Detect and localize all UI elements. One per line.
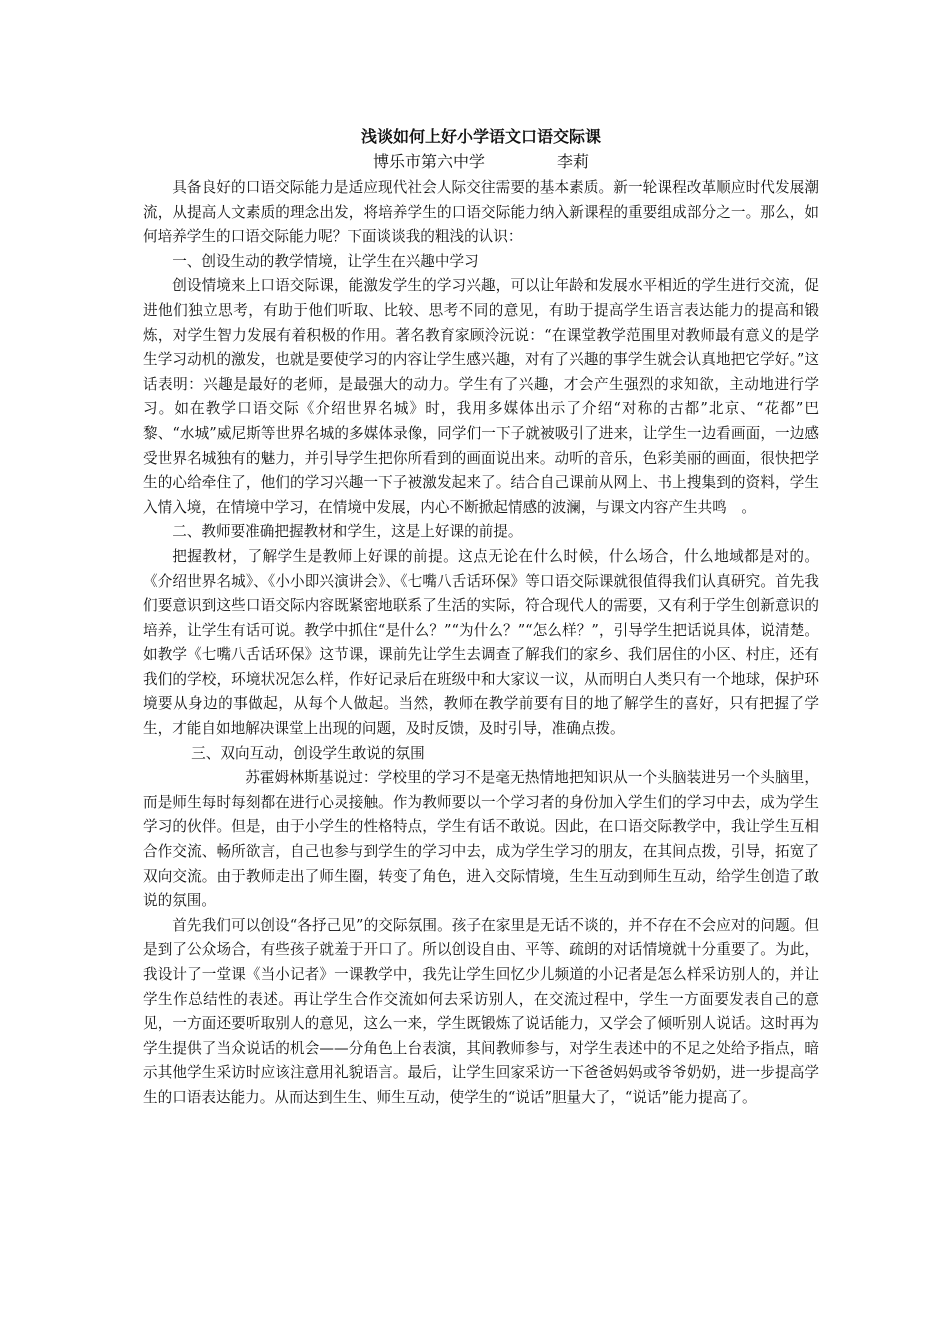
intro-paragraph: 具备良好的口语交际能力是适应现代社会人际交往需要的基本素质。新一轮课程改革顺应时代发展潮流，从提高人文素质的理念出发，将培养学生的口语交际能力纳入新课程的重要组成部分之一。那么，如何培养学生的口语交际能力呢？下面谈谈我的粗浅的认识：	[143, 179, 819, 246]
section-3-paragraph: 苏霍姆林斯基说过：学校里的学习不是毫无热情地把知识从一个头脑装进另一个头脑里，而是师生每时每刻都在进行心灵接触。作为教师要以一个学习者的身份加入学生们的学习中去，成为学生学习的伙伴。但是，由于小学生的性格特点，学生有话不敢说。因此，在口语交际教学中，我让学生互相合作交流、畅所欲言，自己也参与到学生的学习中去，成为学生学习的朋友，在其间点拨，引导，拓宽了双向交流。由于教师走出了师生圈，转变了角色，进入交际情境，生生互动到师生互动，给学生创造了敢说的氛围。	[143, 769, 819, 910]
section-3-paragraph-2: 首先我们可以创设“各抒己见”的交际氛围。孩子在家里是无话不谈的，并不存在不会应对的问题。但是到了公众场合，有些孩子就羞于开口了。所以创设自由、平等、疏朗的对话情境就十分重要了。为此，我设计了一堂课《当小记者》一课教学中，我先让学生回忆少儿频道的小记者是怎么样采访别人的，并让学生作总结性的表述。再让学生合作交流如何去采访别人，在交流过程中，学生一方面要发表自己的意见，一方面还要听取别人的意见，这么一来，学生既锻炼了说话能力，又学会了倾听别人说话。这时再为学生提供了当众说话的机会——分角色上台表演，其间教师参与，对学生表述中的不足之处给予指点，暗示其他学生采访时应该注意用礼貌语言。最后，让学生回家采访一下爸爸妈妈或爷爷奶奶，进一步提高学生的口语表达能力。从而达到生生、师生互动，使学生的“说话”胆量大了，“说话”能力提高了。	[143, 916, 819, 1106]
section-heading-1: 一、创设生动的教学情境，让学生在兴趣中学习	[172, 252, 479, 270]
document-page	[143, 124, 819, 1111]
document-title: 浅谈如何上好小学语文口语交际课	[360, 127, 601, 146]
byline	[143, 150, 819, 174]
section-1-paragraph: 创设情境来上口语交际课，能激发学生的学习兴趣，可以让年龄和发展水平相近的学生进行交流，促进他们独立思考，有助于他们听取、比较、思考不同的意见，有助于提高学生语言表达能力的提高和锻炼，对学生智力发展有着积极的作用。著名教育家顾泠沅说：“在课堂教学范围里对教师最有意义的是学生学习动机的激发，也就是要使学习的内容让学生感兴趣，对有了兴趣的事学生就会认真地把它学好。”这话表明：兴趣是最好的老师，是最强大的动力。学生有了兴趣，才会产生强烈的求知欲，主动地进行学习。如在教学口语交际《介绍世界名城》时，我用多媒体出示了介绍“对称的古都”北京、“花都”巴黎、“水城”威尼斯等世界名城的多媒体录像，同学们一下子就被吸引了进来，让学生一边看画面，一边感受世界名城独有的魅力，并引导学生把你所看到的画面说出来。动听的音乐，色彩美丽的画面，很快把学生的心给牵住了，他们的学习兴趣一下子被激发起来了。结合自己课前从网上、书上搜集到的资料，学生入情入境，在情境中学习，在情境中发展，内心不断掀起情感的波澜，与课文内容产生共鸣 。	[143, 277, 819, 516]
section-2-paragraph: 把握教材，了解学生是教师上好课的前提。这点无论在什么时候，什么场合，什么地域都是对的。《介绍世界名城》、《小小即兴演讲会》、《七嘴八舌话环保》等口语交际课就很值得我们认真研究。首先我们要意识到这些口语交际内容既紧密地联系了生活的实际，符合现代人的需要，又有利于学生创新意识的培养，让学生有话可说。教学中抓住“是什么？”“为什么？”“怎么样？”，引导学生把话说具体，说清楚。如教学《七嘴八舌话环保》这节课，课前先让学生去调查了解我们的家乡、我们居住的小区、村庄，还有我们的学校，环境状况怎么样，作好记录后在班级中和大家议一议，从而明白人类只有一个地球，保护环境要从身边的事做起，从每个人做起。当然，教师在教学前要有目的地了解学生的喜好，只有把握了学生，才能自如地解决课堂上出现的问题，及时反馈，及时引导，准确点拨。	[143, 547, 819, 738]
section-heading-2: 二、教师要准确把握教材和学生，这是上好课的前提。	[172, 523, 523, 541]
section-heading-3: 三、双向互动，创设学生敢说的氛围	[191, 744, 425, 762]
author-school: 博乐市第六中学	[372, 152, 485, 171]
author-name: 李莉	[557, 152, 590, 171]
